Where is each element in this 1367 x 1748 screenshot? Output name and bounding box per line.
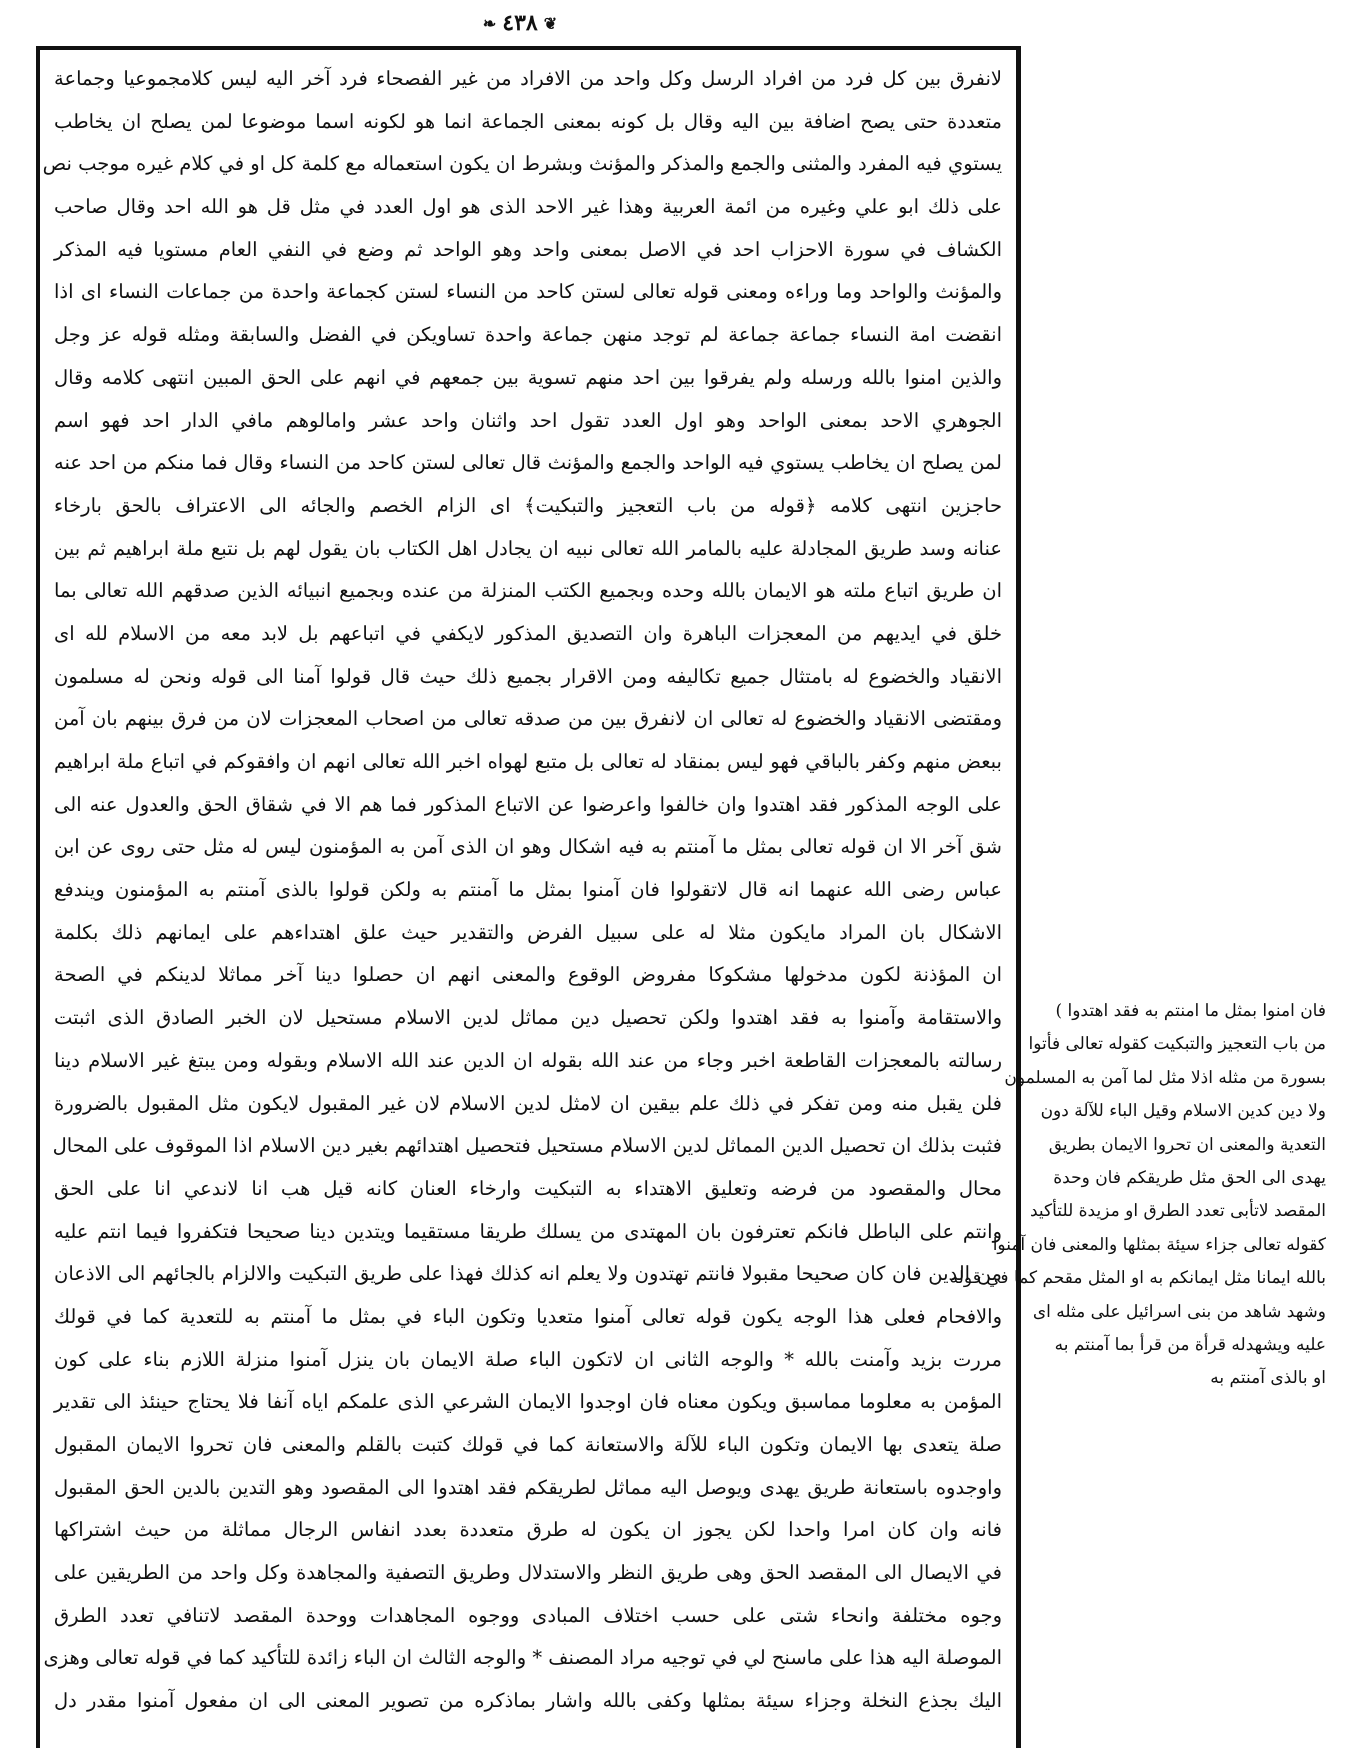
main-text-line: ان طريق اتباع ملته هو الايمان بالله وحده وبجميع الكتب المنزلة من عنده وبجميع انبيائه الذين صدقهم الله تعالى بما (54, 579, 1002, 603)
ornament-right-icon: ❦ (543, 13, 558, 33)
ornament-left-icon: ❧ (482, 13, 497, 33)
main-text-line: ومقتضى الانقياد والخضوع له تعالى ان لانفرق بين من صدقه تعالى من اصحاب المعجزات لان من فرق بينهم بان آمن (54, 707, 1002, 731)
main-text-line: محال والمقصود من فرضه وتعليق الاهتداء به التبكيت وارخاء العنان كانه قيل هب انا لاندعي انا على الحق (54, 1176, 1002, 1200)
main-text-line: فلن يقبل منه ومن تفكر في ذلك علم بيقين ان لامثل لدين الاسلام لان غير المقبول لايكون مثل المقبول بالضرورة (54, 1091, 1002, 1115)
main-text-line: انقضت امة النساء جماعة جماعة لم توجد منهن جماعة واحدة تساويكن في الفضل والسابقة ومثله قوله عز وجل (54, 323, 1002, 347)
main-text-line: شق آخر الا ان قوله تعالى بمثل ما آمنتم به فيه اشكال وهو ان الذى آمن به المؤمنون ليس له مثل حتى روى عن ابن (54, 835, 1002, 859)
margin-gloss-line: ولا دين كدين الاسلام وقيل الباء للآلة دون (1040, 1101, 1326, 1122)
page-number: ٤٣٨ (502, 10, 538, 36)
main-text-line: خلق في ايديهم من المعجزات الباهرة وان التصديق المذكور لايكفي في اتباعهم بل لابد معه من الاسلام لله اى (54, 621, 1002, 645)
main-text-line: لانفرق بين كل فرد من افراد الرسل وكل واحد من الافراد من غير الفصحاء فرد آخر اليه ليس كلامجموعيا وجماعة (54, 67, 1002, 90)
main-text-line: واوجدوه باستعانة طريق يهدى ويوصل اليه مماثل لطريقكم فقد اهتدوا الى المقصود وهو التدين بالدين الحق المقبول (54, 1475, 1002, 1499)
main-text-line: الكشاف في سورة الاحزاب احد في الاصل بمعنى واحد وهو الواحد ثم وضع في النفي العام مستويا فيه المذكر (54, 237, 1002, 261)
main-text-line: المؤمن به معلوما مماسبق ويكون معناه فان اوجدوا الايمان الشرعي الذى علمكم اياه آنفا فلا يحتاج حينئذ الى تقدير (54, 1390, 1002, 1414)
main-text-line: من الدين فان كان صحيحا مقبولا فانتم تهتدون ولا يعلم انه كذلك فهذا على طريق التبكيت والالزام بالجائهم الى الاذعان (54, 1262, 1002, 1286)
main-text-line: على ذلك ابو علي وغيره من ائمة العربية وهذا غير الاحد الذى هو اول العدد في مثل قل هو الله احد وقال صاحب (54, 195, 1002, 219)
margin-gloss-line: او بالذى آمنتم به (1210, 1368, 1326, 1389)
main-text-line: مررت بزيد وآمنت بالله * والوجه الثانى ان لاتكون الباء صلة الايمان بان ينزل آمنوا منزلة اللازم بناء على كون (54, 1347, 1002, 1371)
page-number-header (430, 6, 610, 40)
margin-gloss-line: كقوله تعالى جزاء سيئة بمثلها والمعنى فان آمنوا (992, 1234, 1326, 1255)
main-text-line: الموصلة اليه هذا على ماسنح لي في توجيه مراد المصنف * والوجه الثالث ان الباء زائدة للتأكيد كما في قوله تعالى وهزى (43, 1646, 1002, 1670)
main-text-line: وجوه مختلفة وانحاء شتى على حسب اختلاف المبادى ووجوه المجاهدات ووحدة المقصد لاتنافي تعدد الطرق (54, 1603, 1002, 1627)
margin-gloss-line: التعدية والمعنى ان تحروا الايمان بطريق (1048, 1134, 1326, 1155)
margin-gloss-line: وشهد شاهد من بنى اسرائيل على مثله اى (1032, 1301, 1326, 1322)
main-text-frame (36, 46, 1021, 1748)
main-text-line: على الوجه المذكور فقد اهتدوا وان خالفوا واعرضوا عن الاتباع المذكور فما هم الا في شقاق الحق والعدول عنه الى (54, 792, 1002, 816)
main-text-line: حاجزين انتهى كلامه ﴿قوله من باب التعجيز والتبكيت﴾ اى الزام الخصم والجائه الى الاعتراف بالحق بارخاء (54, 493, 1002, 517)
main-text-line: والافحام فعلى هذا الوجه يكون قوله تعالى آمنوا متعديا وتكون الباء في بمثل ما آمنتم به للتعدية كما في قولك (54, 1304, 1002, 1328)
main-text-line: والذين امنوا بالله ورسله ولم يفرقوا بين احد منهم تسوية بين جمعهم في انهم على الحق المبين انتهى كلامه وقال (54, 365, 1002, 389)
main-text-line: صلة يتعدى بها الايمان وتكون الباء للآلة والاستعانة كما في قولك كتبت بالقلم والمعنى فان تحروا الايمان المقبول (54, 1433, 1002, 1456)
margin-gloss-line: بالله ايمانا مثل ايمانكم به او المثل مقحم كما في قوله (949, 1268, 1326, 1289)
main-text-line: والمؤنث والواحد وما وراءه ومعنى قوله تعالى لستن كاحد من النساء لستن كجماعة واحدة من جماعات النساء اى اذا (54, 280, 1002, 304)
margin-gloss-line: المقصد لاتأبى تعدد الطرق او مزيدة للتأكيد (1029, 1201, 1326, 1222)
main-text-line: عباس رضى الله عنهما انه قال لاتقولوا فان آمنوا بمثل ما آمنتم به ولكن قولوا بالذى آمنتم به المؤمنون ويندفع (54, 878, 1002, 902)
margin-gloss (949, 995, 1326, 1389)
main-text-line: الاشكال بان المراد مايكون مثلا له على سبيل الفرض والتقدير حيث علق اهتداءهم على ايمانهم ذلك بكلمة (54, 920, 1002, 944)
main-text-line: متعددة حتى يصح اضافة بين اليه وقال بل كونه بمعنى الجماعة انما هو لكونه اسما موضوعا لمن يصلح ان يخاطب (54, 109, 1002, 133)
main-text-line: الجوهري الاحد بمعنى الواحد وهو اول العدد تقول احد واثنان واحد عشر وامالوهم مافي الدار احد فهو اسم (54, 408, 1002, 432)
main-text-line: لمن يصلح ان يخاطب يستوي فيه الواحد والجمع والمؤنث قال تعالى لستن كاحد من النساء وقال فما منكم من احد عنه (54, 451, 1002, 475)
main-text-line: وانتم على الباطل فانكم تعترفون بان المهتدى من يسلك طريقا مستقيما ويتدين دينا صحيحا فتكفروا فيما انتم عليه (54, 1219, 1002, 1243)
main-text-line: فثبت بذلك ان تحصيل الدين المماثل لدين الاسلام مستحيل فتحصيل اهتدائهم بغير دين الاسلام اذا الموقوف على المحال (52, 1134, 1002, 1158)
margin-gloss-line: عليه ويشهدله قرأة من قرأ بما آمنتم به (1054, 1334, 1326, 1355)
margin-gloss-line: يهدى الى الحق مثل طريقكم فان وحدة (1053, 1167, 1326, 1188)
main-text-line: عنانه وسد طريق المجادلة عليه بالمامر الله تعالى نبيه ان يجادل اهل الكتاب بان يقول لهم بل نتبع ملة ابراهيم ثم بين (54, 536, 1002, 560)
main-text-body (40, 50, 1016, 1723)
main-text-line: الانقياد والخضوع له بامتثال جميع تكاليفه ومن الاقرار بجميع ذلك حيث قال قولوا آمنا الى قوله ونحن له مسلمون (54, 664, 1002, 688)
main-text-line: ببعض منهم وكفر بالباقي فهو ليس بمنقاد له تعالى بل متبع لهواه اخبر الله تعالى انهم ان وافقوكم في اتباع ملة ابراهيم (54, 750, 1002, 773)
main-text-line: ان المؤذنة لكون مدخولها مشكوكا مفروض الوقوع والمعنى انهم ان حصلوا دينا آخر مماثلا لدينكم في الصحة (54, 963, 1002, 987)
main-text-line: يستوي فيه المفرد والمثنى والجمع والمذكر والمؤنث وبشرط ان يكون استعماله مع كلمة كل او في كلام غيره موجب نص (42, 152, 1002, 176)
main-text-line: اليك بجذع النخلة وجزاء سيئة بمثلها وكفى بالله واشار بماذكره من تصوير المعنى الى ان مفعول آمنوا مقدر دل (54, 1689, 1002, 1713)
main-text-line: فانه وان كان امرا واحدا لكن يجوز ان يكون له طرق متعددة بعدد انفاس الرجال مماثلة من حيث اشتراكها (54, 1518, 1002, 1542)
main-text-line: والاستقامة وآمنوا به فقد اهتدوا ولكن تحصيل دين مماثل لدين الاسلام مستحيل لان الخبر الصادق الذى اثبتت (54, 1006, 1002, 1030)
margin-gloss-line: بسورة من مثله اذلا مثل لما آمن به المسلمون (1004, 1067, 1326, 1088)
margin-gloss-line: من باب التعجيز والتبكيت كقوله تعالى فأتوا (1028, 1034, 1326, 1055)
main-text-line: في الايصال الى المقصد الحق وهى طريق النظر والاستدلال وطريق التصفية والمجاهدة وكل واحد من الطريقين على (54, 1561, 1002, 1585)
margin-gloss-line: فان امنوا بمثل ما امنتم به فقد اهتدوا ) (1055, 1001, 1326, 1021)
main-text-line: رسالته بالمعجزات القاطعة اخبر وجاء من عند الله بقوله ان الدين عند الله الاسلام وبقوله ومن يبتغ غير الاسلام دينا (54, 1048, 1002, 1072)
